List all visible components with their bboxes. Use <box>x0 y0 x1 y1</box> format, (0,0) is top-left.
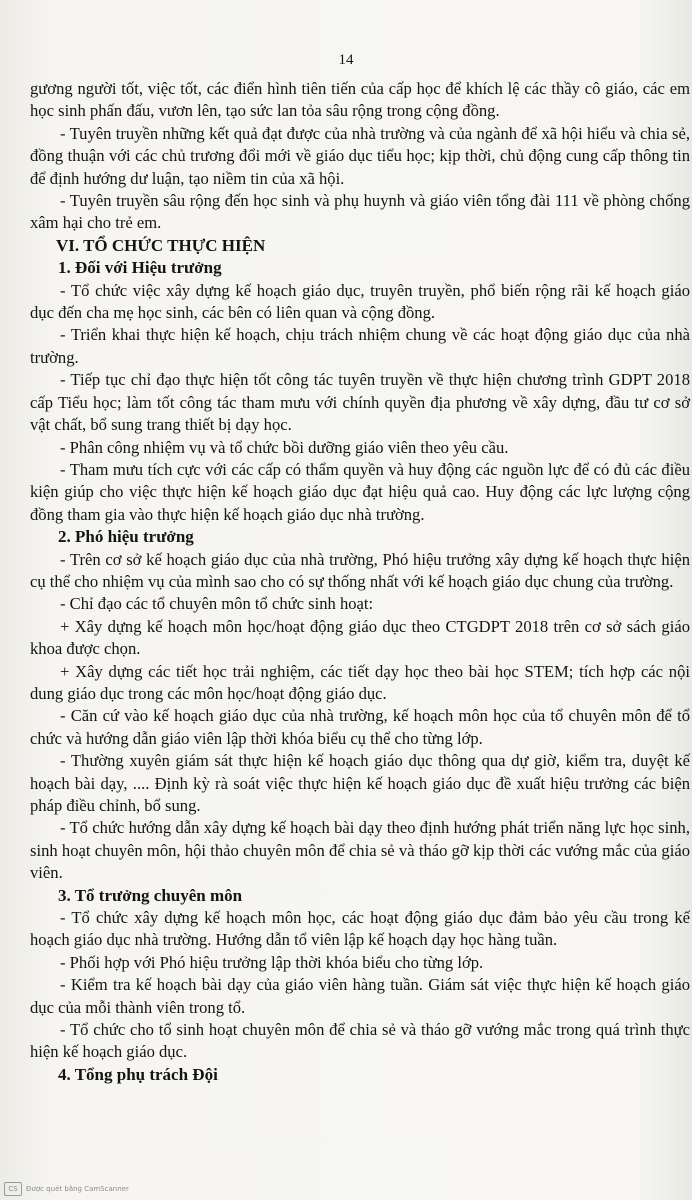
paragraph: + Xây dựng các tiết học trải nghiệm, các tiết dạy học theo bài học STEM; tích hợp các nội dung giáo dục trong các môn học/hoạt động giáo dục. <box>30 661 690 703</box>
document-body <box>30 78 690 1086</box>
camscanner-icon: CS <box>4 1182 22 1196</box>
paragraph: - Căn cứ vào kế hoạch giáo dục của nhà trường, kế hoạch môn học của tổ chuyên môn để tổ chức và hướng dẫn giáo viên lập thời khóa biểu cụ thể cho từng lớp. <box>30 706 690 748</box>
paragraph: - Tham mưu tích cực với các cấp có thẩm quyền và huy động các nguồn lực để có đủ các điều kiện giúp cho việc thực hiện kế hoạch giáo dục đạt hiệu quả cao. Huy động các lực lượng cộng đồng tham gia vào thực hiện kế hoạch giáo dục nhà trường. <box>30 459 690 524</box>
watermark-text: Được quét bằng CamScanner <box>26 1185 129 1193</box>
scanner-watermark <box>4 1182 129 1196</box>
paragraph: - Tuyên truyền những kết quả đạt được của nhà trường và của ngành để xã hội hiểu và chia sẻ, đồng thuận với các chủ trương đổi mới về giáo dục tiểu học; kịp thời, chủ động cung cấp thông tin để định hướng dư luận, tạo niềm tin của xã hội. <box>30 123 690 188</box>
page-number: 14 <box>338 52 354 68</box>
paragraph-continuation: gương người tốt, việc tốt, các điển hình tiên tiến của cấp học để khích lệ các thầy cô giáo, các em học sinh phấn đấu, vươn lên, tạo sức lan tỏa sâu rộng trong cộng đồng. <box>30 79 690 121</box>
paragraph: - Kiểm tra kế hoạch bài dạy của giáo viên hàng tuần. Giám sát việc thực hiện kế hoạch giáo dục của mỗi thành viên trong tổ. <box>30 975 690 1017</box>
paragraph: - Chỉ đạo các tổ chuyên môn tổ chức sinh hoạt: <box>60 594 374 614</box>
paragraph: - Tổ chức việc xây dựng kế hoạch giáo dục, truyên truyền, phổ biến rộng rãi kế hoạch giáo dục đến cha mẹ học sinh, các bên có liên quan và cộng đồng. <box>30 280 690 323</box>
paragraph: - Tổ chức cho tổ sinh hoạt chuyên môn để chia sẻ và tháo gỡ vướng mắc trong quá trình thực hiện kế hoạch giáo dục. <box>30 1020 690 1062</box>
subsection-heading: 1. Đối với Hiệu trưởng <box>58 258 222 278</box>
paragraph: - Thường xuyên giám sát thực hiện kế hoạch giáo dục thông qua dự giờ, kiểm tra, duyệt kế hoạch bài dạy, .... Định kỳ rà soát việc thực hiện kế hoạch giáo dục đề xuất hiệu trưởng các biện pháp điều chỉnh, bổ sung. <box>30 751 690 815</box>
paragraph: - Phân công nhiệm vụ và tổ chức bồi dưỡng giáo viên theo yêu cầu. <box>60 437 509 457</box>
subsection-heading: 3. Tổ trưởng chuyên môn <box>58 885 243 905</box>
paragraph: - Tổ chức hướng dẫn xây dựng kế hoạch bài dạy theo định hướng phát triển năng lực học sinh, sinh hoạt chuyên môn, hội thảo chuyên môn để chia sẻ và tháo gỡ kịp thời các vướng mắc của giáo viên. <box>30 818 690 883</box>
paragraph: - Tuyên truyền sâu rộng đến học sinh và phụ huynh và giáo viên tổng đài 111 về phòng chống xâm hại cho trẻ em. <box>30 191 690 233</box>
paragraph: + Xây dựng kế hoạch môn học/hoạt động giáo dục theo CTGDPT 2018 trên cơ sở sách giáo khoa được chọn. <box>30 616 690 659</box>
paragraph: - Trên cơ sở kế hoạch giáo dục của nhà trường, Phó hiệu trưởng xây dựng kế hoạch thực hiện cụ thể cho nhiệm vụ của mình sao cho có sự thống nhất với kế hoạch giáo dục chung của trường. <box>30 549 690 591</box>
paragraph: - Tổ chức xây dựng kế hoạch môn học, các hoạt động giáo dục đảm bảo yêu cầu trong kế hoạch giáo dục nhà trường. Hướng dẫn tổ viên lập kế hoạch dạy học hàng tuần. <box>30 908 690 950</box>
section-heading: VI. TỔ CHỨC THỰC HIỆN <box>56 235 266 255</box>
paragraph: - Tiếp tục chỉ đạo thực hiện tốt công tác tuyên truyền về thực hiện chương trình GDPT 2018 cấp Tiểu học; làm tốt công tác tham mưu với chính quyền địa phương về xây dựng, đầu tư cơ sở vật chất, bổ sung trang thiết bị dạy học. <box>30 370 690 435</box>
subsection-heading: 4. Tổng phụ trách Đội <box>58 1064 218 1084</box>
subsection-heading: 2. Phó hiệu trưởng <box>58 527 194 547</box>
paragraph: - Phối hợp với Phó hiệu trưởng lập thời khóa biểu cho từng lớp. <box>60 952 484 972</box>
paragraph: - Triển khai thực hiện kế hoạch, chịu trách nhiệm chung về các hoạt động giáo dục của nhà trường. <box>30 325 690 367</box>
